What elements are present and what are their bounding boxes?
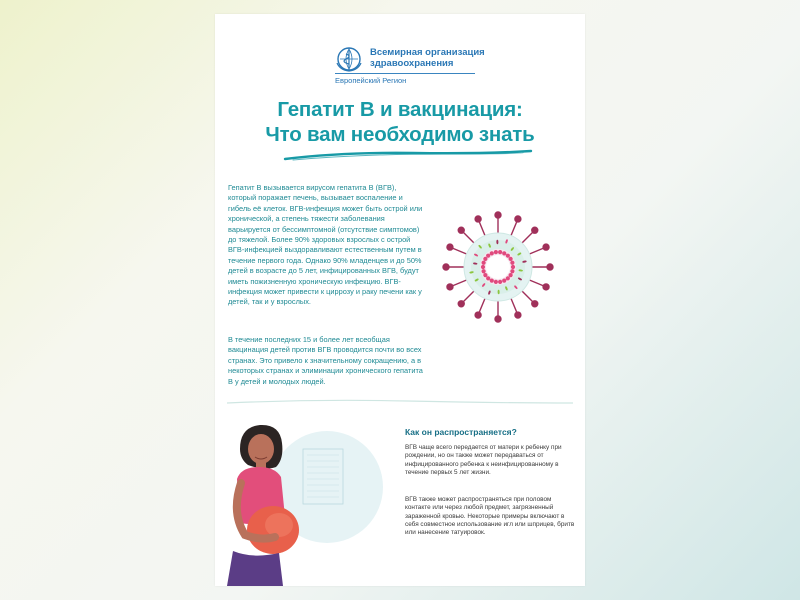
virus-core-bead bbox=[490, 279, 494, 283]
org-name bbox=[370, 47, 540, 69]
virus-spike bbox=[452, 248, 468, 255]
virus-spike-tip bbox=[443, 264, 449, 270]
virus-spike bbox=[521, 232, 533, 244]
virus-core-bead bbox=[490, 251, 494, 255]
virus-spike bbox=[511, 221, 518, 237]
spread-text-1: ВГВ чаще всего передается от матери к ребенку при рождении, но он также может передаваться от инфицированного ребенка к неинфицированному в течение первых 5 лет жизни. bbox=[405, 444, 562, 476]
header-divider bbox=[335, 73, 475, 74]
title-underline-swoosh bbox=[283, 148, 533, 162]
virus-core-bead bbox=[486, 254, 490, 258]
virus-core-bead bbox=[494, 280, 498, 284]
virus-spike bbox=[452, 280, 468, 287]
org-name-line2: здравоохранения bbox=[370, 58, 454, 69]
org-region: Европейский Регион bbox=[335, 76, 407, 85]
virus-spike bbox=[463, 290, 475, 302]
virus-spike-tip bbox=[458, 301, 464, 307]
virus-core-bead bbox=[506, 276, 510, 280]
virus-core-bead bbox=[486, 276, 490, 280]
virus-core-bead bbox=[494, 250, 498, 254]
virus-core-bead bbox=[481, 265, 485, 269]
virus-core-bead bbox=[502, 279, 506, 283]
virus-spike-tip bbox=[458, 227, 464, 233]
virus-spike-tip bbox=[515, 216, 521, 222]
virus-spike bbox=[511, 297, 518, 313]
virus-core-bead bbox=[498, 250, 502, 254]
virus-core-bead bbox=[483, 273, 487, 277]
intro-paragraph-1: Гепатит В вызывается вирусом гепатита В (ВГВ), который поражает печень, вызывает воспаление и гибель её клеток. ВГВ-инфекция может быть острой или хронической, а степень тяжести заболевания варьируется от бессимптомной (отсутствие симптомов) до тяжелой. Более 90% здоровых взрослых с острой ВГВ-инфекцией выздоравливают естественным путем в течение первого года. Однако 90% младенцев и до 50% детей в возрасте до 5 лет, инфицированных ВГВ, будут иметь пожизненную хроническую инфекцию. ВГВ-инфекция может привести к циррозу и раку печени как у детей, так и у взрослых. bbox=[228, 183, 423, 307]
virus-core-bead bbox=[506, 254, 510, 258]
virus-spike bbox=[479, 221, 486, 237]
who-emblem-icon bbox=[335, 45, 363, 73]
virus-spike bbox=[521, 290, 533, 302]
virus-core-bead bbox=[502, 251, 506, 255]
leaflet-page bbox=[215, 14, 585, 586]
page-title-line1: Гепатит В и вакцинация: bbox=[277, 98, 523, 121]
virus-core-bead bbox=[510, 261, 514, 265]
intro-paragraph-2: В течение последних 15 и более лет всеобщая вакцинация детей против ВГВ проводится почти во всех странах. Это привело к значительному сокращению, а в некоторых странах и элиминации хронического гепатита В у детей и молодых людей. bbox=[228, 335, 423, 386]
virus-spike-tip bbox=[495, 316, 501, 322]
org-name-line1: Всемирная организация bbox=[370, 47, 485, 58]
virus-icon bbox=[438, 207, 558, 327]
virus-spike-tip bbox=[532, 227, 538, 233]
section-divider bbox=[227, 397, 573, 407]
virus-core-bead bbox=[498, 280, 502, 284]
virus-core-bead bbox=[510, 269, 514, 273]
virus-spike bbox=[463, 232, 475, 244]
virus-spike-tip bbox=[447, 244, 453, 250]
virus-spike-tip bbox=[547, 264, 553, 270]
virus-spike bbox=[528, 280, 544, 287]
virus-core-bead bbox=[482, 269, 486, 273]
virus-spike-tip bbox=[543, 244, 549, 250]
virus-spike-tip bbox=[475, 312, 481, 318]
virus-core-bead bbox=[482, 261, 486, 265]
virus-core-bead bbox=[509, 273, 513, 277]
spread-heading: Как он распространяется? bbox=[405, 427, 517, 437]
virus-core-bead bbox=[483, 257, 487, 261]
virus-spike-tip bbox=[495, 212, 501, 218]
virus-spike-tip bbox=[532, 301, 538, 307]
pregnant-woman-illustration bbox=[215, 409, 385, 586]
spread-text-2: ВГВ также может распространяться при половом контакте или через любой предмет, загрязненный зараженной кровью. Некоторые примеры включают в себя совместное использование игл или шприцев, бритв или нанесение татуировок. bbox=[405, 496, 575, 537]
virus-spike-tip bbox=[515, 312, 521, 318]
virus-spike-tip bbox=[447, 284, 453, 290]
virus-spike-tip bbox=[543, 284, 549, 290]
virus-spike-tip bbox=[475, 216, 481, 222]
virus-spike bbox=[479, 297, 486, 313]
page-title-line2: Что вам необходимо знать bbox=[265, 123, 535, 146]
virus-spike bbox=[528, 248, 544, 255]
virus-core-bead bbox=[509, 257, 513, 261]
virus-core-bead bbox=[511, 265, 515, 269]
